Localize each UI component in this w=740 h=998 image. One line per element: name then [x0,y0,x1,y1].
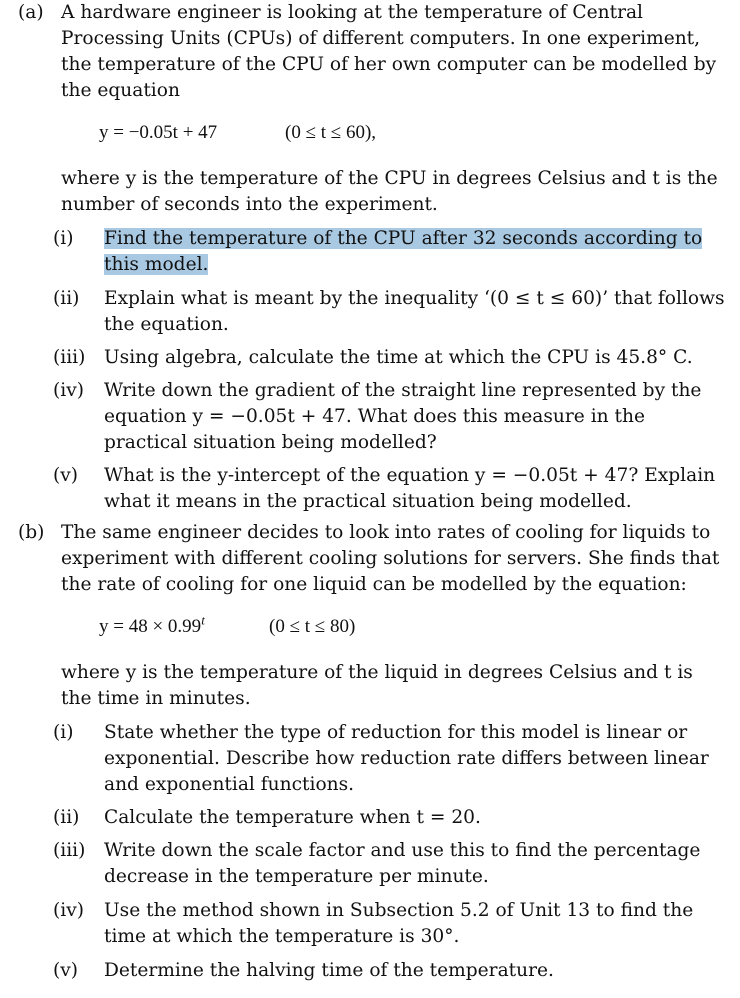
part-b-intro: The same engineer decides to look into rates of cooling for liquids to experiment with different cooling solutions for servers. She finds that the rate of cooling for one liquid can be modelled by the equation: [61,522,720,595]
item-text: Explain what is meant by the inequality ‘(0 ≤ t ≤ 60)’ that follows the equation. [104,288,725,335]
part-a-item-v [53,463,725,515]
part-a-intro: A hardware engineer is looking at the temperature of Central Processing Units (CPUs) of different computers. In one experiment, the temperature of the CPU of her own computer can be modelled by the equation [61,2,717,101]
item-label: (iii) [53,347,86,368]
part-b-equation-base: y = 48 × 0.99 [99,616,202,637]
part-a-body [53,0,725,515]
item-text: Use the method shown in Subsection 5.2 of Unit 13 to find the time at which the temperature is 30°. [104,900,694,947]
highlighted-question-text[interactable]: Find the temperature of the CPU after 32 seconds according to this model. [104,228,703,275]
item-label: (v) [53,960,79,981]
item-label: (ii) [53,288,80,309]
item-text: State whether the type of reduction for this model is linear or exponential. Describe how reduction rate differs between linear and exponential functions. [104,722,709,795]
part-a-item-iii [53,345,725,371]
part-a-item-ii [53,286,725,338]
part-b-item-i [53,720,725,798]
part-b-item-iii [53,838,725,890]
part-b-item-ii [53,805,725,831]
item-text: What is the y-intercept of the equation y = −0.05t + 47? Explain what it means in the practical situation being modelled. [104,465,716,512]
item-label: (v) [53,465,79,486]
part-b-label: (b) [18,522,45,543]
item-text: Determine the halving time of the temperature. [104,960,554,981]
item-label: (iii) [53,840,86,861]
item-label: (iv) [53,380,84,401]
part-b-item-iv [53,898,725,950]
item-label: (i) [53,722,74,743]
part-a-label: (a) [18,2,44,23]
part-a-explanation: where y is the temperature of the CPU in degrees Celsius and t is the number of seconds into the experiment. [61,168,718,215]
item-text: Calculate the temperature when t = 20. [104,807,481,828]
part-b-item-v [53,958,725,984]
item-text: Write down the gradient of the straight line represented by the equation y = −0.05t + 47. What does this measure in the practical situation being modelled? [104,380,702,453]
part-b-equation [99,614,205,640]
part-b-equation-exponent: t [201,612,205,628]
part-a-equation-line [61,120,725,146]
part-b-equation-line [61,614,725,640]
part-a-equation: y = −0.05t + 47 [99,122,218,143]
item-label: (ii) [53,807,80,828]
item-label: (iv) [53,900,84,921]
item-label: (i) [53,228,74,249]
item-text: Using algebra, calculate the time at which the CPU is 45.8° C. [104,347,693,368]
part-a-item-iv [53,378,725,456]
part-a-item-i [53,226,725,278]
part-a-condition: (0 ≤ t ≤ 60), [285,122,377,143]
part-b-body [53,520,725,984]
item-text: Write down the scale factor and use this to find the percentage decrease in the temperature per minute. [104,840,701,887]
part-b-condition: (0 ≤ t ≤ 80) [269,616,356,637]
part-b-explanation: where y is the temperature of the liquid in degrees Celsius and t is the time in minutes. [61,662,693,709]
